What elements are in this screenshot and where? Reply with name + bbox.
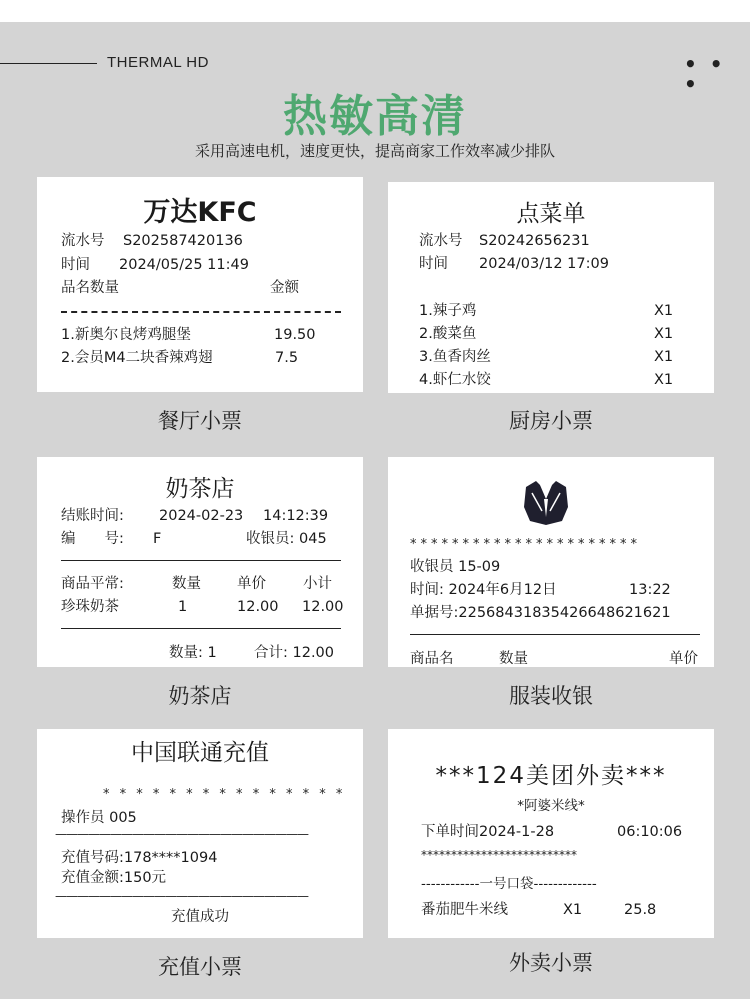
restaurant-receipt [37, 177, 363, 392]
order-id-label: 编 号: [61, 531, 124, 547]
order-item-qty: X1 [563, 902, 583, 918]
suit-jacket-icon [522, 477, 570, 527]
dish-qty: X1 [654, 326, 674, 342]
star-divider: ************************** [421, 848, 577, 862]
ticket-title: 点菜单 [516, 201, 586, 227]
page-title: 热敏高清 [283, 91, 467, 142]
line-item-amount: 19.50 [274, 327, 316, 343]
receipt-title: 中国联通充值 [131, 740, 269, 766]
receipt-title: 万达KFC [143, 197, 257, 228]
rule-line: ——————————————————————— [55, 827, 308, 841]
more-menu-icon[interactable]: • • • [684, 52, 726, 96]
kitchen-ticket [388, 182, 714, 393]
topup-number: 充值号码:178****1094 [61, 850, 218, 866]
receipt-title: 奶茶店 [165, 476, 235, 502]
column-price: 单价 [669, 651, 698, 667]
dashed-divider [61, 311, 341, 313]
dish-name: 2.酸菜鱼 [419, 326, 477, 342]
column-item: 商品名 [410, 651, 454, 667]
column-item: 品名数量 [61, 280, 119, 296]
column-qty: 数量 [172, 576, 201, 592]
topup-caption: 充值小票 [158, 955, 242, 979]
row-subtotal: 12.00 [302, 599, 344, 615]
star-divider: * * * * * * * * * * * * * * * [103, 787, 346, 802]
order-time: 06:10:06 [617, 824, 683, 840]
checkout-time: 14:12:39 [263, 508, 329, 524]
serial-label: 流水号 [61, 233, 105, 249]
serial-number: S20242656231 [479, 233, 590, 249]
header-rule [0, 63, 97, 64]
star-divider: ********************** [410, 537, 641, 552]
page-subtitle: 采用高速电机，速度更快，提高商家工作效率减少排队 [194, 142, 555, 160]
row-item: 珍珠奶茶 [61, 599, 119, 615]
dish-qty: X1 [654, 303, 674, 319]
line-item-name: 1.新奥尔良烤鸡腿堡 [61, 327, 191, 343]
dish-qty: X1 [654, 372, 674, 388]
milk-tea-receipt [37, 457, 363, 667]
topup-status: 充值成功 [171, 909, 229, 925]
cashier: 收银员: 045 [246, 531, 327, 547]
topup-amount: 充值金额:150元 [61, 870, 167, 886]
rule-line: ——————————————————————— [55, 889, 308, 903]
total-sum: 合计: 12.00 [254, 645, 335, 661]
operator: 操作员 005 [61, 810, 137, 826]
clothing-receipt [388, 457, 714, 667]
divider [410, 634, 700, 635]
kitchen-caption: 厨房小票 [509, 409, 593, 433]
delivery-receipt [388, 729, 714, 938]
divider [61, 628, 341, 629]
divider [61, 560, 341, 561]
total-qty: 数量: 1 [169, 645, 217, 661]
column-qty: 数量 [499, 651, 528, 667]
dish-name: 3.鱼香肉丝 [419, 349, 491, 365]
row-qty: 1 [178, 599, 188, 615]
dish-name: 4.虾仁水饺 [419, 372, 491, 388]
bag-divider: ------------一号口袋------------- [421, 876, 597, 892]
serial-number: S202587420136 [123, 233, 243, 249]
restaurant-caption: 餐厅小票 [158, 409, 242, 433]
checkout-label: 结账时间: [61, 508, 124, 524]
column-amount: 金额 [270, 280, 299, 296]
order-time-label: 下单时间2024-1-28 [421, 824, 555, 840]
clothing-caption: 服装收银 [509, 684, 593, 708]
line-item-amount: 7.5 [275, 350, 299, 366]
column-subtotal: 小计 [303, 576, 332, 592]
order-item-price: 25.8 [624, 902, 657, 918]
receipt-number: 单据号:2256843183542664862162​1 [410, 605, 671, 621]
milk-tea-caption: 奶茶店 [168, 684, 232, 708]
time-value: 时间: 2024年6月12日 [410, 582, 557, 598]
order-id: F [153, 531, 162, 547]
line-item-name: 2.会员M4二块香辣鸡翅 [61, 350, 213, 366]
time-label: 时间 [419, 256, 448, 272]
order-item: 番茄肥牛米线 [421, 902, 508, 918]
serial-label: 流水号 [419, 233, 463, 249]
topup-receipt [37, 729, 363, 938]
column-price: 单价 [237, 576, 266, 592]
cashier: 收银员 15-09 [410, 559, 501, 575]
shop-name: *阿婆米线* [517, 798, 585, 814]
time-label: 时间 [61, 257, 90, 273]
receipt-title: ***124美团外卖*** [435, 763, 667, 789]
checkout-date: 2024-02-23 [159, 508, 244, 524]
header-label: THERMAL HD [107, 54, 209, 71]
delivery-caption: 外卖小票 [509, 951, 593, 975]
time-value: 2024/03/12 17:09 [479, 256, 609, 272]
top-band [0, 0, 750, 22]
dish-name: 1.辣子鸡 [419, 303, 477, 319]
dish-qty: X1 [654, 349, 674, 365]
row-price: 12.00 [237, 599, 279, 615]
time-value: 2024/05/25 11:49 [119, 257, 249, 273]
column-item: 商品平常: [61, 576, 124, 592]
clock-value: 13:22 [629, 582, 671, 598]
